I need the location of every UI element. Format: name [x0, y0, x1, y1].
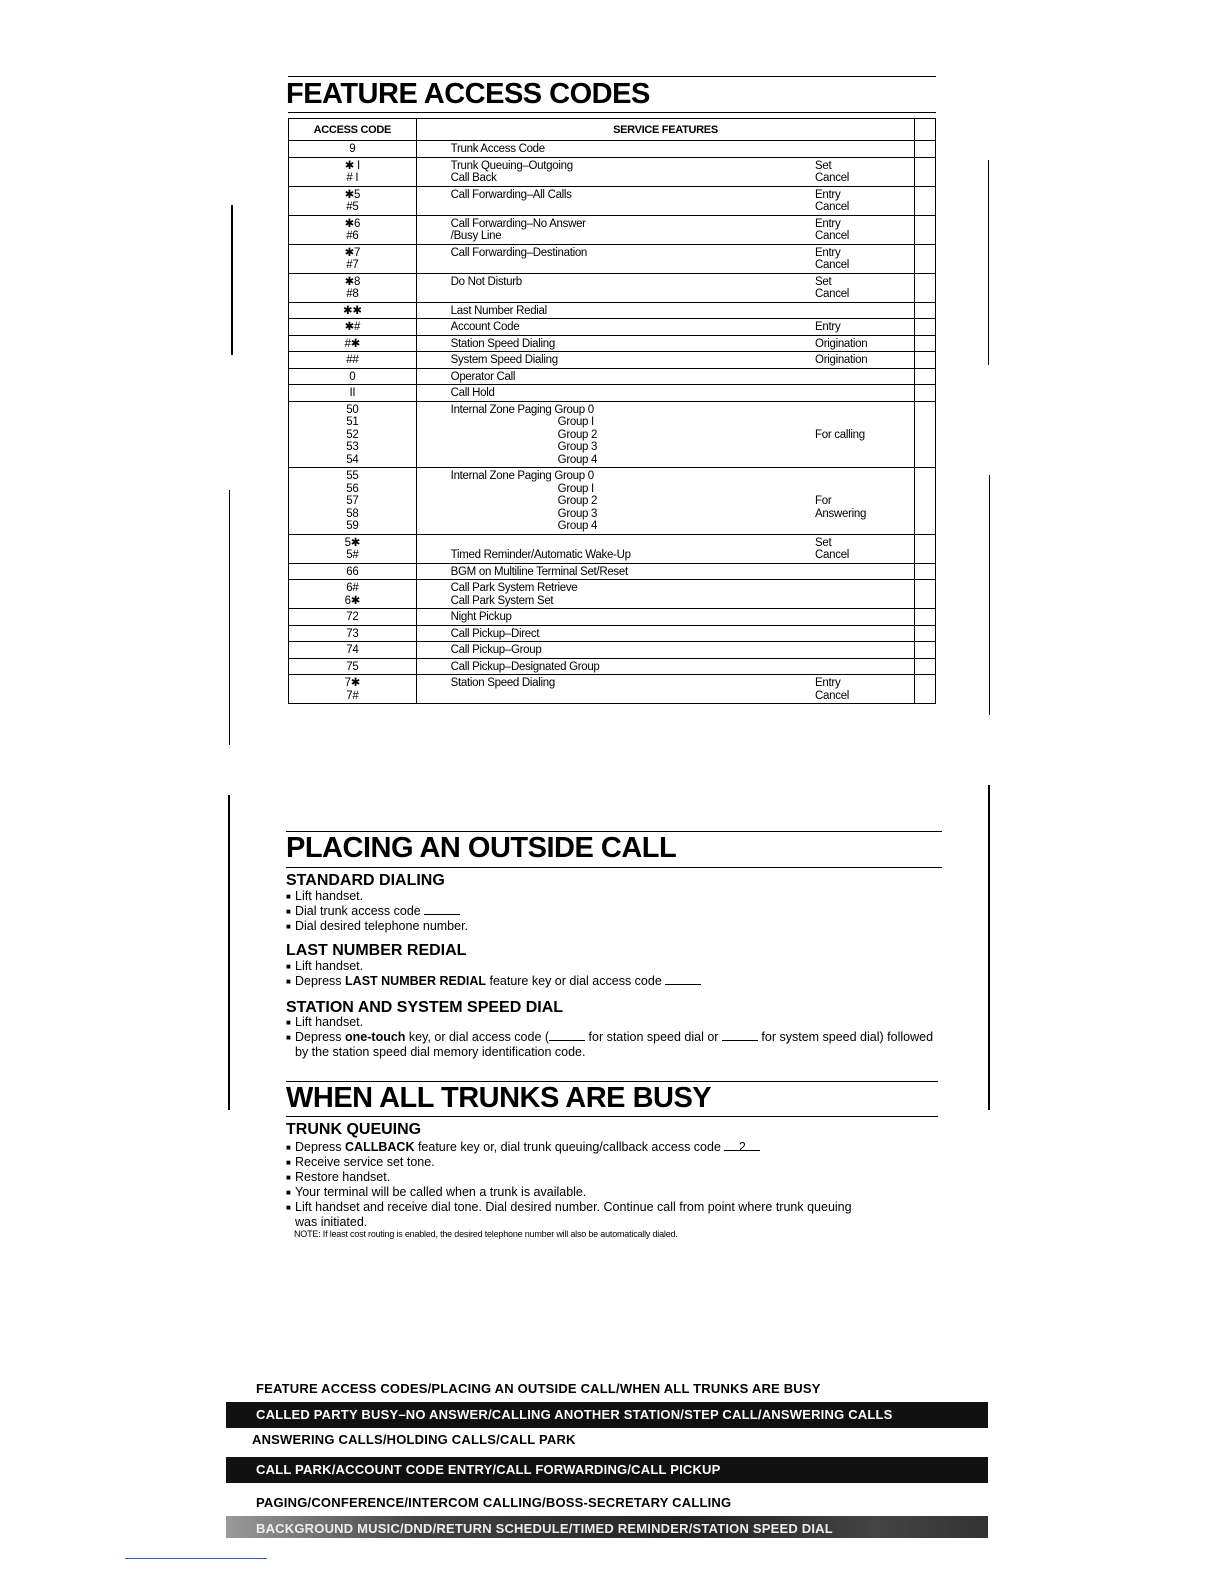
list-item: ■ Depress CALLBACK feature key or, dial trunk queuing/callback access code 2 [286, 1140, 866, 1155]
table-row [289, 244, 936, 273]
bottom-link-line [125, 1558, 267, 1559]
access-code-cell: 6# 6✱ [289, 580, 417, 609]
feature-action-cell: Entry Cancel [815, 186, 915, 215]
list-item: ■ Lift handset. [286, 1015, 946, 1030]
feature-action-cell: Entry Cancel [815, 215, 915, 244]
service-feature-cell: Do Not Disturb [416, 273, 815, 302]
access-code-cell: 50 51 52 53 54 [289, 401, 417, 468]
access-code-cell: ✱7 #7 [289, 244, 417, 273]
list-item: ■ Your terminal will be called when a trunk is available. [286, 1185, 866, 1200]
routing-note: NOTE: If least cost routing is enabled, the desired telephone number will also be automatically dialed. [294, 1229, 678, 1239]
access-code-cell: ✱# [289, 319, 417, 336]
trunk-queuing-steps [286, 1140, 866, 1230]
blank-field [549, 1030, 585, 1041]
blank-field [665, 974, 701, 985]
service-feature-cell: Call Pickup–Direct [416, 625, 815, 642]
right-margin-line [988, 160, 989, 365]
table-row [289, 401, 936, 468]
service-feature-cell: Internal Zone Paging Group 0 Group I Group 2 Group 3 Group 4 [416, 468, 815, 535]
service-feature-cell: Timed Reminder/Automatic Wake-Up [416, 534, 815, 563]
table-row [289, 368, 936, 385]
blank-field [424, 904, 460, 915]
feature-action-cell [815, 642, 915, 659]
service-feature-cell: Call Pickup–Designated Group [416, 658, 815, 675]
access-code-header: ACCESS CODE [289, 119, 417, 141]
access-code-cell: 66 [289, 563, 417, 580]
access-code-cell: 0 [289, 368, 417, 385]
feature-action-cell [815, 563, 915, 580]
table-row [289, 141, 936, 158]
service-feature-cell: Trunk Queuing–Outgoing Call Back [416, 157, 815, 186]
list-item: ■ Dial trunk access code [286, 904, 946, 919]
list-item: ■ Receive service set tone. [286, 1155, 866, 1170]
feature-action-cell: Origination [815, 352, 915, 369]
access-code-cell: ✱ I # I [289, 157, 417, 186]
access-code-cell: ✱5 #5 [289, 186, 417, 215]
service-feature-cell: Call Forwarding–All Calls [416, 186, 815, 215]
table-row [289, 302, 936, 319]
table-row [289, 658, 936, 675]
access-code-cell: ✱6 #6 [289, 215, 417, 244]
speed-dial-steps [286, 1015, 946, 1060]
feature-action-cell [815, 385, 915, 402]
index-tab-background-music[interactable]: BACKGROUND MUSIC/DND/RETURN SCHEDULE/TIMED REMINDER/STATION SPEED DIAL [226, 1516, 988, 1538]
table-row [289, 352, 936, 369]
access-code-cell: 74 [289, 642, 417, 659]
blank-field [722, 1030, 758, 1041]
access-code-cell: ✱8 #8 [289, 273, 417, 302]
top-rule [288, 76, 936, 77]
list-item: ■ Depress one-touch key, or dial access code ( for station speed dial or for system speed dial) followed by the station speed dial memory identification code. [286, 1030, 946, 1060]
feature-action-cell: Set Cancel [815, 157, 915, 186]
feature-action-cell: For calling [815, 401, 915, 468]
feature-action-cell: For Answering [815, 468, 915, 535]
title-underline [288, 112, 936, 113]
feature-action-cell: Entry Cancel [815, 244, 915, 273]
redial-steps [286, 959, 946, 989]
service-feature-cell: Trunk Access Code [416, 141, 815, 158]
index-tab-feature-access-codes[interactable]: FEATURE ACCESS CODES/PLACING AN OUTSIDE CALL/WHEN ALL TRUNKS ARE BUSY [256, 1381, 821, 1396]
service-feature-cell: Station Speed Dialing [416, 675, 815, 704]
service-feature-cell: Station Speed Dialing [416, 335, 815, 352]
table-row [289, 319, 936, 336]
access-code-cell: 55 56 57 58 59 [289, 468, 417, 535]
feature-action-cell: Set Cancel [815, 534, 915, 563]
left-margin-line [229, 490, 230, 745]
index-tab-answering-calls[interactable]: ANSWERING CALLS/HOLDING CALLS/CALL PARK [252, 1432, 576, 1447]
callback-code: 2 [724, 1140, 760, 1151]
feature-action-cell [815, 141, 915, 158]
feature-access-codes-table [288, 118, 936, 704]
access-code-cell: 9 [289, 141, 417, 158]
table-row [289, 273, 936, 302]
table-header-row [289, 119, 936, 141]
service-feature-cell: Call Forwarding–Destination [416, 244, 815, 273]
feature-action-cell [815, 368, 915, 385]
feature-action-cell: Entry [815, 319, 915, 336]
table-row [289, 642, 936, 659]
list-item: ■ Restore handset. [286, 1170, 866, 1185]
table-row [289, 157, 936, 186]
feature-action-cell [815, 609, 915, 626]
table-row [289, 563, 936, 580]
standard-dialing-steps [286, 889, 946, 934]
access-code-cell: ✱✱ [289, 302, 417, 319]
feature-action-cell [815, 302, 915, 319]
access-code-cell: 5✱ 5# [289, 534, 417, 563]
title-underline [286, 867, 942, 868]
left-margin-line [231, 205, 233, 355]
list-item: ■ Lift handset and receive dial tone. Dial desired number. Continue call from point where trunk queuing was initiated. [286, 1200, 866, 1230]
right-margin-line [989, 475, 990, 715]
service-feature-cell: Call Park System Retrieve Call Park System Set [416, 580, 815, 609]
feature-action-cell [815, 580, 915, 609]
access-code-cell: 72 [289, 609, 417, 626]
list-item: ■ Depress LAST NUMBER REDIAL feature key or dial access code [286, 974, 946, 989]
table-row [289, 609, 936, 626]
left-margin-line [228, 795, 230, 1110]
title-underline [286, 1116, 938, 1117]
feature-access-codes-title: FEATURE ACCESS CODES [286, 78, 650, 110]
table-row [289, 335, 936, 352]
table-row [289, 625, 936, 642]
table-row [289, 580, 936, 609]
access-code-cell: 7✱ 7# [289, 675, 417, 704]
service-feature-cell: Night Pickup [416, 609, 815, 626]
service-feature-cell: Call Forwarding–No Answer /Busy Line [416, 215, 815, 244]
trunks-busy-title: WHEN ALL TRUNKS ARE BUSY [286, 1082, 712, 1114]
list-item: ■ Lift handset. [286, 959, 946, 974]
access-code-cell: ## [289, 352, 417, 369]
index-tab-called-party-busy[interactable]: CALLED PARTY BUSY–NO ANSWER/CALLING ANOTHER STATION/STEP CALL/ANSWERING CALLS [226, 1402, 988, 1428]
feature-action-cell: Entry Cancel [815, 675, 915, 704]
service-feature-cell: Last Number Redial [416, 302, 815, 319]
list-item: ■ Lift handset. [286, 889, 946, 904]
access-code-cell: 75 [289, 658, 417, 675]
list-item: ■ Dial desired telephone number. [286, 919, 946, 934]
service-feature-cell: Call Hold [416, 385, 815, 402]
feature-action-cell [815, 658, 915, 675]
feature-action-cell [815, 625, 915, 642]
table-row [289, 215, 936, 244]
right-margin-line [988, 785, 990, 1110]
table-row [289, 534, 936, 563]
last-number-redial-heading: LAST NUMBER REDIAL [286, 942, 467, 959]
standard-dialing-heading: STANDARD DIALING [286, 872, 445, 889]
speed-dial-heading: STATION AND SYSTEM SPEED DIAL [286, 999, 564, 1016]
service-features-header: SERVICE FEATURES [416, 119, 915, 141]
feature-action-cell: Set Cancel [815, 273, 915, 302]
index-tab-paging[interactable]: PAGING/CONFERENCE/INTERCOM CALLING/BOSS-SECRETARY CALLING [256, 1495, 732, 1510]
access-code-cell: #✱ [289, 335, 417, 352]
service-feature-cell: Operator Call [416, 368, 815, 385]
service-feature-cell: System Speed Dialing [416, 352, 815, 369]
access-code-cell: II [289, 385, 417, 402]
table-row [289, 675, 936, 704]
index-tab-call-park[interactable]: CALL PARK/ACCOUNT CODE ENTRY/CALL FORWARDING/CALL PICKUP [226, 1457, 988, 1483]
access-code-cell: 73 [289, 625, 417, 642]
service-feature-cell: BGM on Multiline Terminal Set/Reset [416, 563, 815, 580]
table-row [289, 186, 936, 215]
trunk-queuing-heading: TRUNK QUEUING [286, 1121, 422, 1138]
table-row [289, 385, 936, 402]
service-feature-cell: Call Pickup–Group [416, 642, 815, 659]
table-row [289, 468, 936, 535]
feature-action-cell: Origination [815, 335, 915, 352]
service-feature-cell: Account Code [416, 319, 815, 336]
service-feature-cell: Internal Zone Paging Group 0 Group I Group 2 Group 3 Group 4 [416, 401, 815, 468]
placing-outside-call-title: PLACING AN OUTSIDE CALL [286, 832, 677, 864]
